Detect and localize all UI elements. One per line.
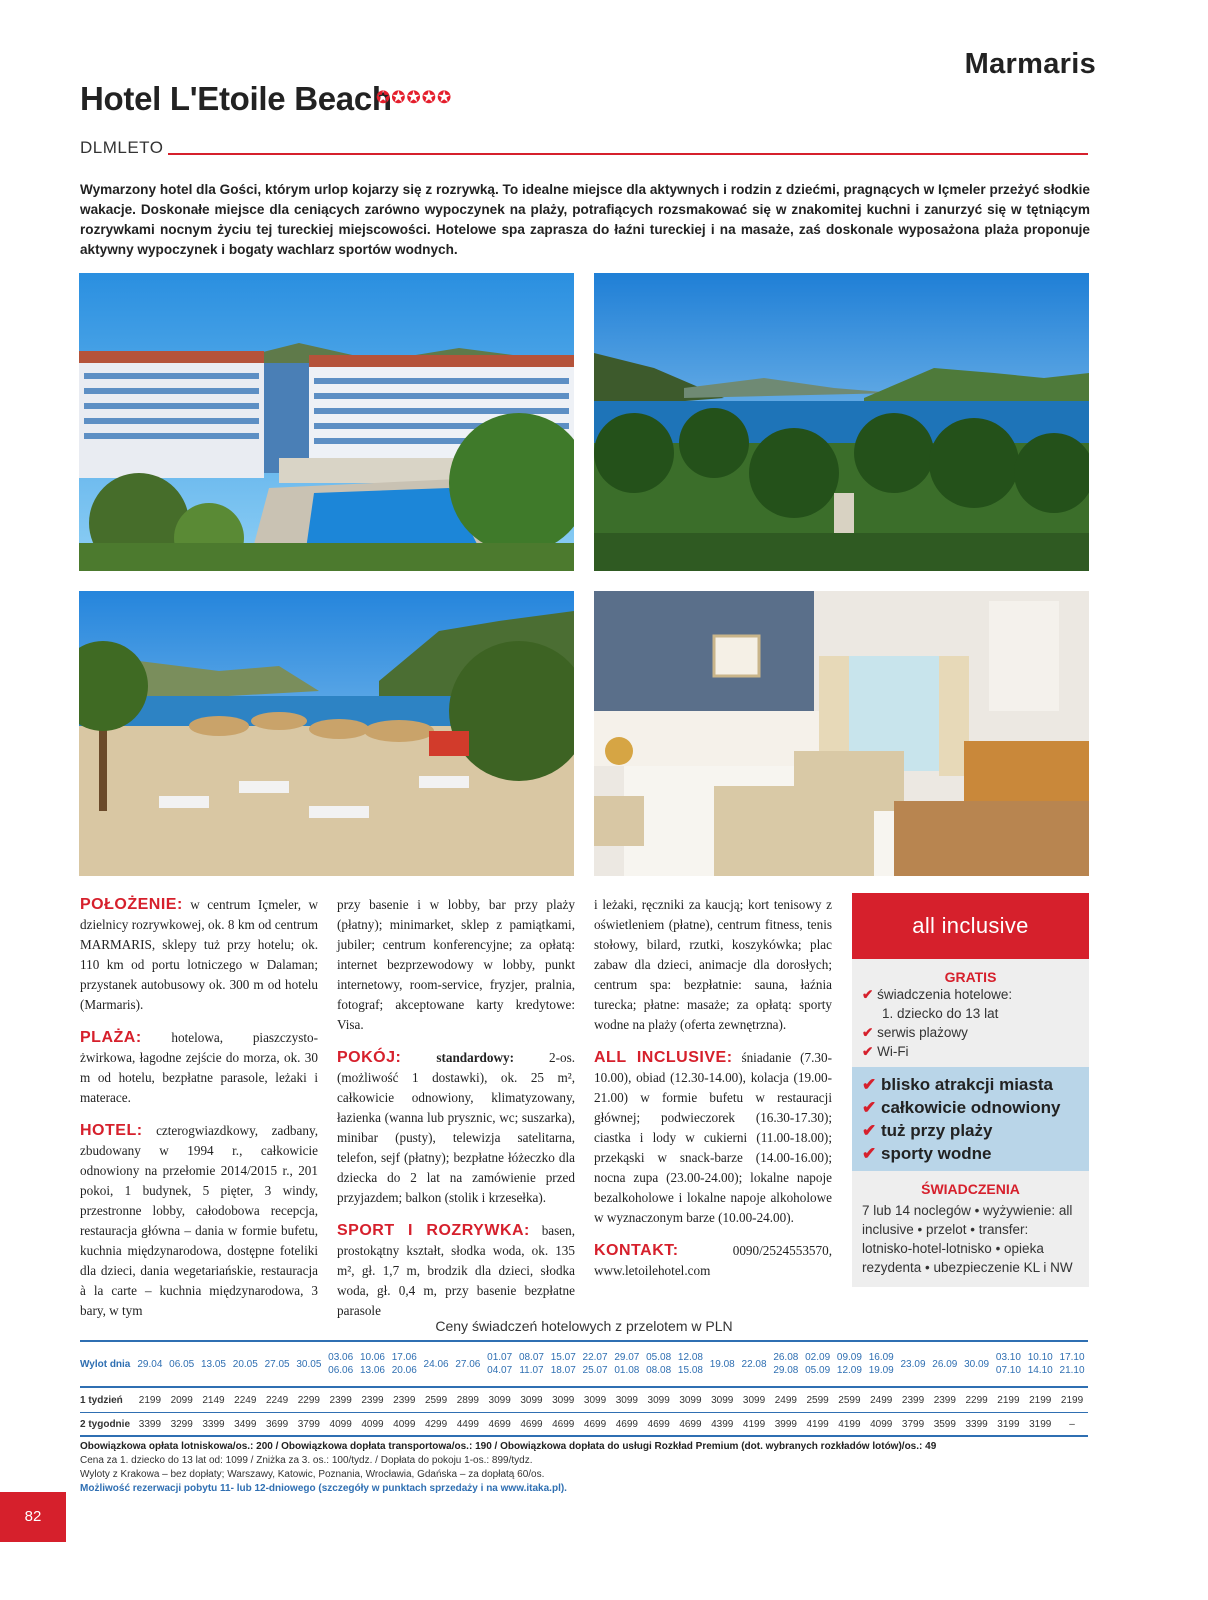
column-3 (594, 895, 832, 1294)
price-cell: 3099 (547, 1387, 579, 1413)
price-table-title: Ceny świadczeń hotelowych z przelotem w PLN (435, 1318, 733, 1334)
allinclusive-section (594, 1048, 832, 1228)
location-text: w centrum Içmeler, w dzielnicy rozrywkowej, ok. 8 km od centrum MARMARIS, sklepy tuż przy hotelu; ok. 110 km od portu lotniczego w Dalaman; przystanek autobusowy ok. 300 m od hotelu (Marmaris). (80, 897, 318, 1012)
check-icon: ✔ (862, 1044, 874, 1059)
price-cell: 4499 (452, 1413, 484, 1437)
departure-date-cell: 12.08 15.08 (675, 1341, 707, 1387)
price-cell: 3999 (770, 1413, 802, 1437)
price-cell: 2099 (166, 1387, 198, 1413)
price-cell: 2249 (261, 1387, 293, 1413)
hotel-continued-text: przy basenie i w lobby, bar przy plaży (płatny); minimarket, sklep z pamiątkami, jubiler; centrum konferencyjne; za opłatą: internet bezprzewodowy w lobby, punkt internetowy, room-service, fryzjer, pralnia, fotograf; akceptowane karty kredytowe: Visa. (337, 897, 575, 1032)
beach-section (80, 1028, 318, 1108)
room-heading: POKÓJ: (337, 1049, 402, 1066)
price-cell: 2399 (357, 1387, 389, 1413)
sport-continued-text: i leżaki, ręczniki za kaucją; kort tenisowy z oświetleniem (płatne), centrum fitness, tenis stołowy, bilard, rzutki, koszykówka; plac zabaw dla dzieci, animacje dla dorosłych; centrum spa: bezpłatnie: sauna, łaźnia turecka; płatne: masaże; za opłatą: sporty wodne na plaży (oferta zewnętrzna). (594, 897, 832, 1032)
check-icon: ✔ (862, 987, 874, 1002)
departure-date-cell: 24.06 (420, 1341, 452, 1387)
departure-date-cell: 09.09 12.09 (834, 1341, 866, 1387)
departure-date-cell: 26.09 (929, 1341, 961, 1387)
price-cell: 2499 (770, 1387, 802, 1413)
highlight-item: ✔ sporty wodne (862, 1144, 992, 1163)
price-cell: 2399 (897, 1387, 929, 1413)
room-type: standardowy: (436, 1050, 514, 1065)
departure-date-cell: 05.08 08.08 (643, 1341, 675, 1387)
price-cell: 3699 (261, 1413, 293, 1437)
departure-date-cell: 17.06 20.06 (388, 1341, 420, 1387)
price-cell: 4399 (706, 1413, 738, 1437)
row-label: 1 tydzień (80, 1387, 134, 1413)
departure-date-cell: 22.08 (738, 1341, 770, 1387)
services-text: 7 lub 14 noclegów • wyżywienie: all inclusive • przelot • transfer: lotnisko-hotel-lotnisko • opieka rezydenta • ubezpieczenie KL i NW (862, 1203, 1073, 1275)
departure-date-cell: 26.08 29.08 (770, 1341, 802, 1387)
region-title: Marmaris (964, 48, 1096, 80)
hotel-building-photo (79, 273, 574, 571)
price-cell: 4699 (547, 1413, 579, 1437)
price-cell: 4199 (738, 1413, 770, 1437)
price-cell: 4699 (675, 1413, 707, 1437)
departure-date-cell: 30.09 (961, 1341, 993, 1387)
departure-label: Wylot dnia (80, 1341, 134, 1387)
gratis-item: ✔ świadczenia hotelowe: (862, 987, 1013, 1002)
departure-date-cell: 10.10 14.10 (1024, 1341, 1056, 1387)
departure-date-cell: 30.05 (293, 1341, 325, 1387)
price-cell: – (1056, 1413, 1088, 1437)
price-cell: 4699 (516, 1413, 548, 1437)
column-1 (80, 895, 318, 1334)
contact-heading: KONTAKT: (594, 1242, 679, 1259)
price-cell: 3799 (293, 1413, 325, 1437)
departure-date-cell: 29.04 (134, 1341, 166, 1387)
price-cell: 2199 (134, 1387, 166, 1413)
price-cell: 2299 (961, 1387, 993, 1413)
highlight-item: ✔ blisko atrakcji miasta (862, 1075, 1053, 1094)
price-cell: 3399 (134, 1413, 166, 1437)
price-cell: 4099 (357, 1413, 389, 1437)
departure-date-cell: 01.07 04.07 (484, 1341, 516, 1387)
departure-date-cell: 03.10 07.10 (993, 1341, 1025, 1387)
departure-date-cell: 23.09 (897, 1341, 929, 1387)
departure-date-cell: 17.10 21.10 (1056, 1341, 1088, 1387)
row-label: 2 tygodnie (80, 1413, 134, 1437)
departure-date-cell: 03.06 06.06 (325, 1341, 357, 1387)
allinclusive-text: śniadanie (7.30-10.00), obiad (12.30-14.00), kolacja (19.00-21.00) w formie bufetu w restauracji głównej; podwieczorek (16.30-17.30); ciastka i lody w cukierni (11.00-18.00); przekąski w snack-barze (14.00-16.00); nocna zupa (23.00-24.00); lokalne napoje bezalkoholowe i lokalne napoje alkoholowe w wyznaczonym barze (10.00-24.00). (594, 1050, 832, 1225)
price-cell: 2899 (452, 1387, 484, 1413)
footnote-3: Wyloty z Krakowa – bez dopłaty; Warszawy, Katowic, Poznania, Wrocławia, Gdańska – za dopłatą 60/os. (80, 1469, 545, 1480)
price-cell: 3399 (961, 1413, 993, 1437)
highlight-item: ✔ całkowicie odnowiony (862, 1098, 1061, 1117)
title-divider (168, 153, 1088, 155)
departure-date-cell: 29.07 01.08 (611, 1341, 643, 1387)
departure-date-cell: 08.07 11.07 (516, 1341, 548, 1387)
check-icon: ✔ (862, 1025, 874, 1040)
check-icon: ✔ (862, 1121, 877, 1140)
price-cell: 2199 (1056, 1387, 1088, 1413)
price-cell: 3099 (484, 1387, 516, 1413)
departure-date-cell: 22.07 25.07 (579, 1341, 611, 1387)
price-cell: 3299 (166, 1413, 198, 1437)
bay-view-photo (594, 273, 1089, 571)
departure-date-cell: 02.09 05.09 (802, 1341, 834, 1387)
price-cell: 3399 (198, 1413, 230, 1437)
hotel-heading: HOTEL: (80, 1122, 143, 1139)
page-number: 82 (0, 1492, 66, 1542)
hotel-name: Hotel L'Etoile Beach (80, 80, 392, 117)
price-table (80, 1340, 1088, 1437)
departure-date-cell: 10.06 13.06 (357, 1341, 389, 1387)
price-cell: 4199 (802, 1413, 834, 1437)
price-cell: 4099 (865, 1413, 897, 1437)
highlight-item: ✔ tuż przy plaży (862, 1121, 993, 1140)
price-cell: 4099 (388, 1413, 420, 1437)
price-table-header-row (80, 1341, 1088, 1387)
hotel-text: czterogwiazdkowy, zadbany, zbudowany w 1994 r., całkowicie odnowiony na przełomie 2014/2015 r., 201 pokoi, 1 budynek, 5 pięter, 3 windy, przestronne lobby, całodobowa recepcja, restauracja główna – dania w formie bufetu, kuchnia międzynarodowa, dostępne foteliki dla dzieci, dania wegetariańskie, restauracja à la carte – kuchnia międzynarodowa, 3 bary, w tym (80, 1123, 318, 1318)
departure-date-cell: 19.08 (706, 1341, 738, 1387)
room-section (337, 1048, 575, 1208)
star-rating-icon: ✪✪✪✪✪ (376, 88, 453, 107)
price-cell: 4299 (420, 1413, 452, 1437)
price-cell: 3099 (579, 1387, 611, 1413)
intro-text: Wymarzony hotel dla Gości, którym urlop kojarzy się z rozrywką. To idealne miejsce dla aktywnych i rodzin z dziećmi, pragnących w Içmeler przeżyć słodkie wakacje. Doskonałe miejsce dla ceniących zarówno wypoczynek na plaży, potrafiących rozsmakować się w znakomitej kuchni i zanurzyć się w tętniącym rozrywkami nocnym życiu tej tureckiej miejscowości. Hotelowe spa zaprasza do łaźni tureckiej i na masaże, zaś doskonale wyposażona plaża proponuje aktywny wypoczynek i bogaty wachlarz sportów wodnych. (80, 182, 1090, 257)
price-cell: 3799 (897, 1413, 929, 1437)
price-cell: 2599 (834, 1387, 866, 1413)
price-cell: 2199 (1024, 1387, 1056, 1413)
departure-date-cell: 20.05 (229, 1341, 261, 1387)
offer-box (852, 893, 1089, 1287)
price-cell: 3099 (611, 1387, 643, 1413)
price-cell: 2299 (293, 1387, 325, 1413)
gratis-subitem: 1. dziecko do 13 lat (882, 1006, 999, 1021)
price-cell: 3599 (929, 1413, 961, 1437)
board-type-header: all inclusive (852, 893, 1089, 959)
column-2 (337, 895, 575, 1334)
price-cell: 2399 (388, 1387, 420, 1413)
price-row-1-week (80, 1387, 1088, 1413)
hotel-section (80, 1121, 318, 1321)
sport-section (337, 1221, 575, 1321)
services-title: ŚWIADCZENIA (921, 1181, 1020, 1197)
price-cell: 2149 (198, 1387, 230, 1413)
check-icon: ✔ (862, 1075, 877, 1094)
price-cell: 3099 (675, 1387, 707, 1413)
price-cell: 3099 (516, 1387, 548, 1413)
departure-date-cell: 15.07 18.07 (547, 1341, 579, 1387)
price-cell: 2399 (325, 1387, 357, 1413)
highlights-list (852, 1067, 1089, 1171)
price-cell: 3099 (643, 1387, 675, 1413)
allinclusive-heading: ALL INCLUSIVE: (594, 1049, 733, 1066)
departure-date-cell: 13.05 (198, 1341, 230, 1387)
price-cell: 4699 (579, 1413, 611, 1437)
sport-text: basen, prostokątny kształt, słodka woda, ok. 135 m², gł. 1,7 m, brodzik dla dzieci, słodka woda, gł. 0,4 m, przy basenie bezpłatne parasole (337, 1223, 576, 1318)
gratis-item: ✔ Wi-Fi (862, 1044, 909, 1059)
price-cell: 3099 (706, 1387, 738, 1413)
gratis-list (852, 985, 1089, 1061)
beach-heading: PLAŻA: (80, 1029, 142, 1046)
price-cell: 3199 (993, 1413, 1025, 1437)
price-cell: 2249 (229, 1387, 261, 1413)
gratis-title: GRATIS (944, 969, 997, 985)
contact-section (594, 1241, 832, 1281)
price-cell: 2499 (865, 1387, 897, 1413)
footnote-2: Cena za 1. dziecko do 13 lat od: 1099 / Zniżka za 3. os.: 100/tydz. / Dopłata do pokoju 1-os.: 899/tydz. (80, 1455, 533, 1466)
price-cell: 4699 (643, 1413, 675, 1437)
location-heading: POŁOŻENIE: (80, 896, 183, 913)
beach-photo (79, 591, 574, 876)
price-cell: 2399 (929, 1387, 961, 1413)
footnotes (80, 1440, 936, 1496)
price-row-2-weeks (80, 1413, 1088, 1437)
location-section (80, 895, 318, 1015)
check-icon: ✔ (862, 1144, 877, 1163)
price-cell: 2599 (420, 1387, 452, 1413)
check-icon: ✔ (862, 1098, 877, 1117)
room-photo (594, 591, 1089, 876)
price-cell: 2199 (993, 1387, 1025, 1413)
contact-text: 0090/2524553570, www.letoilehotel.com (594, 1243, 832, 1278)
departure-date-cell: 06.05 (166, 1341, 198, 1387)
price-cell: 3099 (738, 1387, 770, 1413)
departure-date-cell: 16.09 19.09 (865, 1341, 897, 1387)
departure-date-cell: 27.06 (452, 1341, 484, 1387)
price-cell: 2599 (802, 1387, 834, 1413)
departure-date-cell: 27.05 (261, 1341, 293, 1387)
beach-text: hotelowa, piaszczysto-żwirkowa, łagodne zejście do morza, ok. 30 m od hotelu, bezpłatne parasole, leżaki i materace. (80, 1030, 318, 1105)
price-cell: 3199 (1024, 1413, 1056, 1437)
hotel-code: DLMLETO (80, 138, 164, 157)
gratis-item: ✔ serwis plażowy (862, 1025, 968, 1040)
room-text: 2-os. (możliwość 1 dostawki), ok. 25 m², całkowicie odnowiony, klimatyzowany, łazienka (wanna lub prysznic, wc; suszarka), minibar (pusty), telewizja satelitarna, telefon, sejf (płatny); bezpłatne łóżeczko dla dziecka do 2 lat na zamówienie przed przyjazdem; balkon (stolik i krzesełka). (337, 1050, 575, 1205)
sport-heading: SPORT I ROZRYWKA: (337, 1222, 530, 1239)
price-cell: 4699 (484, 1413, 516, 1437)
price-cell: 4099 (325, 1413, 357, 1437)
price-cell: 4199 (834, 1413, 866, 1437)
footnote-1: Obowiązkowa opłata lotniskowa/os.: 200 / Obowiązkowa dopłata transportowa/os.: 190 / Obowiązkowa dopłata do usługi Rozkład Premium (dot. wybranych rozkładów lotów)/os.: 49 (80, 1441, 937, 1452)
footnote-4: Możliwość rezerwacji pobytu 11- lub 12-dniowego (szczegóły w punktach sprzedaży i na www.itaka.pl). (80, 1483, 567, 1494)
price-cell: 3499 (229, 1413, 261, 1437)
price-cell: 4699 (611, 1413, 643, 1437)
